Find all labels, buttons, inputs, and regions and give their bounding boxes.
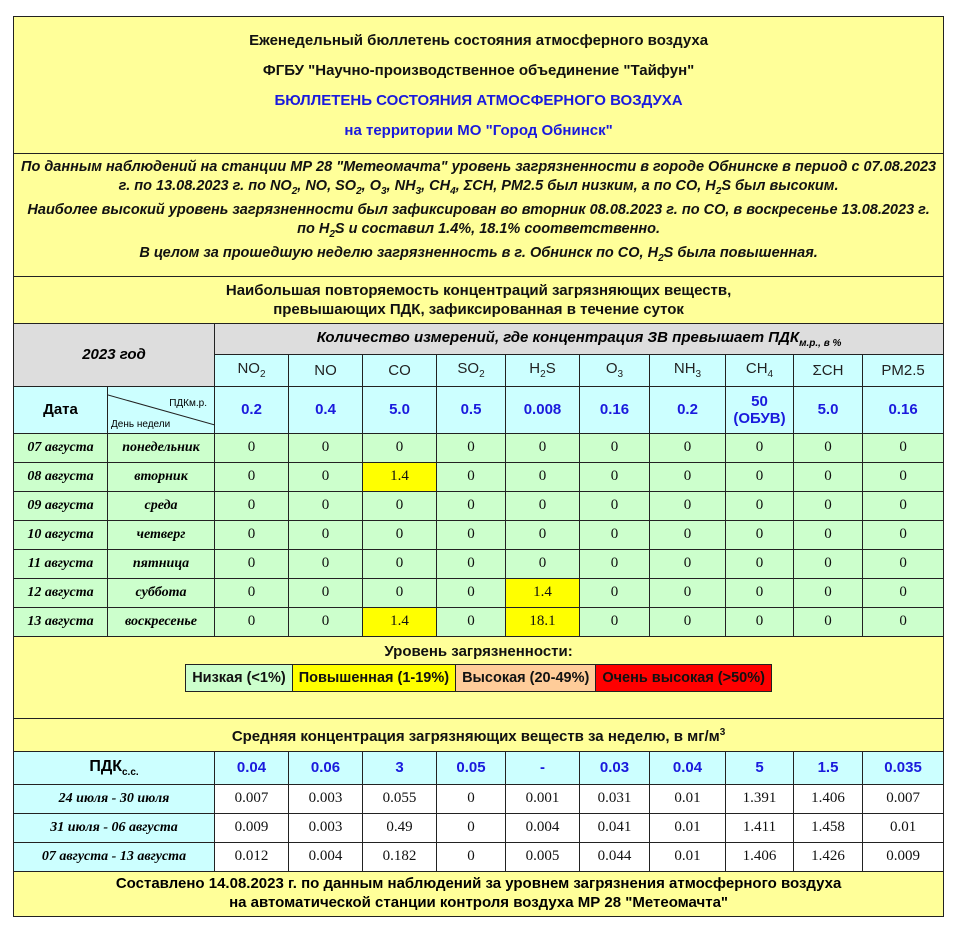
- average-value: 1.406: [726, 842, 794, 871]
- legend: [185, 664, 772, 692]
- frequency-value: 1.4: [506, 578, 580, 607]
- frequency-value: 0: [215, 520, 289, 549]
- frequency-value: 0: [794, 462, 863, 491]
- weekday-label: День недели: [111, 418, 171, 430]
- bulletin-table: [13, 16, 944, 917]
- frequency-value: 0: [794, 491, 863, 520]
- pdk-ss-value: 0.06: [289, 751, 363, 784]
- frequency-value: 0: [863, 549, 944, 578]
- frequency-value: 0: [363, 578, 437, 607]
- frequency-value: 0: [506, 520, 580, 549]
- frequency-value: 0: [650, 549, 726, 578]
- legend-item: Низкая (<1%): [186, 664, 293, 691]
- average-value: 0.182: [363, 842, 437, 871]
- frequency-value: 0: [580, 433, 650, 462]
- row-weekday: четверг: [108, 520, 215, 549]
- row-date: 10 августа: [14, 520, 108, 549]
- summary-paragraph-3: В целом за прошедшую неделю загрязненность в г. Обнинск по CO, $H_2S$ была повышенная.: [139, 244, 818, 264]
- date-header: Дата: [14, 386, 108, 433]
- frequency-value: 0: [794, 520, 863, 549]
- substance-header: CO: [363, 354, 437, 386]
- average-value: 0.004: [289, 842, 363, 871]
- average-value: 1.406: [794, 784, 863, 813]
- frequency-value: 0: [650, 433, 726, 462]
- pdk-mr-row: [14, 386, 944, 433]
- frequency-value: 0: [863, 607, 944, 636]
- frequency-value: 0: [363, 491, 437, 520]
- frequency-value: 0: [437, 549, 506, 578]
- substance-header: $O_3$: [580, 354, 650, 386]
- frequency-row: [14, 462, 944, 491]
- frequency-value: 0: [726, 549, 794, 578]
- legend-section: [14, 636, 944, 718]
- legend-title: Уровень загрязненности:: [384, 642, 573, 660]
- pdk-ss-value: 0.05: [437, 751, 506, 784]
- frequency-row: [14, 520, 944, 549]
- pdk-ss-value: 1.5: [794, 751, 863, 784]
- average-value: 0.041: [580, 813, 650, 842]
- average-value: 0.005: [506, 842, 580, 871]
- row-weekday: понедельник: [108, 433, 215, 462]
- footer: [14, 871, 944, 916]
- average-value: 0: [437, 842, 506, 871]
- legend-item: Высокая (20-49%): [456, 664, 596, 691]
- row-weekday: суббота: [108, 578, 215, 607]
- frequency-value: 0: [863, 491, 944, 520]
- frequency-value: 0: [289, 491, 363, 520]
- frequency-value: 0: [580, 462, 650, 491]
- average-value: 0.01: [650, 784, 726, 813]
- frequency-value: 0: [580, 607, 650, 636]
- pdk-mr-value: 0.16: [863, 386, 944, 433]
- frequency-row: [14, 549, 944, 578]
- frequency-value: 0: [726, 491, 794, 520]
- frequency-value: 0: [726, 520, 794, 549]
- frequency-value: 0: [289, 607, 363, 636]
- row-weekday: пятница: [108, 549, 215, 578]
- frequency-value: 0: [650, 491, 726, 520]
- average-row: [14, 784, 944, 813]
- average-value: 0.001: [506, 784, 580, 813]
- average-value: 0.007: [215, 784, 289, 813]
- row-weekday: вторник: [108, 462, 215, 491]
- frequency-value: 0: [289, 433, 363, 462]
- pdk-mr-value: 5.0: [794, 386, 863, 433]
- average-value: 0.007: [863, 784, 944, 813]
- substance-header: $H_2S$: [506, 354, 580, 386]
- pdk-ss-value: 3: [363, 751, 437, 784]
- substance-header: $CH_4$: [726, 354, 794, 386]
- pdk-ss-value: 0.04: [215, 751, 289, 784]
- frequency-value: 0: [437, 520, 506, 549]
- average-value: 0.49: [363, 813, 437, 842]
- frequency-value: 0: [215, 549, 289, 578]
- frequency-row: [14, 607, 944, 636]
- row-weekday: воскресенье: [108, 607, 215, 636]
- substance-header: NO: [289, 354, 363, 386]
- header-title: Еженедельный бюллетень состояния атмосферного воздуха: [249, 31, 709, 49]
- average-value: 0.031: [580, 784, 650, 813]
- pdk-mr-value: 0.2: [215, 386, 289, 433]
- row-date: 07 августа: [14, 433, 108, 462]
- substance-header: $SO_2$: [437, 354, 506, 386]
- frequency-value: 0: [794, 578, 863, 607]
- summary-text: [14, 154, 944, 277]
- substance-header: ΣCH: [794, 354, 863, 386]
- footer-line1: Составлено 14.08.2023 г. по данным наблюдений за уровнем загрязнения атмосферного воздуха: [115, 874, 842, 892]
- frequency-value: 0: [794, 607, 863, 636]
- frequency-value: 0: [215, 462, 289, 491]
- header-bulletin-title: БЮЛЛЕТЕНЬ СОСТОЯНИЯ АТМОСФЕРНОГО ВОЗДУХА: [274, 91, 683, 109]
- frequency-value: 0: [650, 462, 726, 491]
- pdk-weekday-header: [108, 386, 215, 433]
- average-period: 07 августа - 13 августа: [14, 842, 215, 871]
- row-date: 09 августа: [14, 491, 108, 520]
- frequency-value: 0: [215, 491, 289, 520]
- quantity-header: Количество измерений, где концентрация ЗВ превышает $ПДК_{м.р., в \%}$: [215, 323, 944, 354]
- average-value: 1.458: [794, 813, 863, 842]
- frequency-value: 0: [863, 520, 944, 549]
- average-value: 0.004: [506, 813, 580, 842]
- average-value: 0.003: [289, 784, 363, 813]
- frequency-value: 0: [726, 607, 794, 636]
- frequency-title-line1: Наибольшая повторяемость концентраций загрязняющих веществ,: [225, 281, 732, 299]
- pdk-ss-value: 5: [726, 751, 794, 784]
- row-date: 12 августа: [14, 578, 108, 607]
- pdk-mr-value: 0.008: [506, 386, 580, 433]
- frequency-value: 0: [794, 433, 863, 462]
- pdk-mr-value: 0.2: [650, 386, 726, 433]
- pdk-mr-value: 0.4: [289, 386, 363, 433]
- legend-item: Повышенная (1-19%): [292, 664, 455, 691]
- frequency-row: [14, 578, 944, 607]
- average-value: 0: [437, 813, 506, 842]
- average-value: 0.055: [363, 784, 437, 813]
- row-date: 11 августа: [14, 549, 108, 578]
- year-label: 2023 год: [14, 323, 215, 386]
- substance-header: $NO_2$: [215, 354, 289, 386]
- frequency-value: 0: [437, 433, 506, 462]
- average-value: 0.009: [215, 813, 289, 842]
- summary-paragraph-1: По данным наблюдений на станции МР 28 "Метеомачта" уровень загрязненности в городе Обнинске в период с 07.08.2023 г. по 13.08.2023 г. по $NO_2$, NO, $SO_2$, $O_3$, $NH_3$, $CH_4$, ΣCH, PM2.5 был низким, а по CO, $H_2S$ был высоким.: [21, 159, 937, 197]
- frequency-value: 0: [363, 549, 437, 578]
- average-period: 31 июля - 06 августа: [14, 813, 215, 842]
- average-value: 1.391: [726, 784, 794, 813]
- frequency-value: 0: [215, 578, 289, 607]
- frequency-value: 1.4: [363, 607, 437, 636]
- header-organization: ФГБУ "Научно-производственное объединение "Тайфун": [262, 61, 695, 79]
- pdk-ss-value: -: [506, 751, 580, 784]
- average-period: 24 июля - 30 июля: [14, 784, 215, 813]
- frequency-value: 0: [863, 578, 944, 607]
- frequency-value: 0: [506, 549, 580, 578]
- row-date: 13 августа: [14, 607, 108, 636]
- average-value: 0.012: [215, 842, 289, 871]
- frequency-value: 0: [726, 433, 794, 462]
- frequency-value: 0: [289, 462, 363, 491]
- header-territory: на территории МО "Город Обнинск": [344, 121, 613, 139]
- bulletin-header: [14, 17, 944, 154]
- frequency-row: [14, 491, 944, 520]
- frequency-value: 0: [215, 433, 289, 462]
- frequency-value: 0: [289, 549, 363, 578]
- average-value: 1.411: [726, 813, 794, 842]
- row-date: 08 августа: [14, 462, 108, 491]
- frequency-value: 0: [726, 462, 794, 491]
- frequency-value: 0: [437, 491, 506, 520]
- frequency-value: 0: [506, 491, 580, 520]
- pdk-ss-label: $ПДК_{с.с.}$: [14, 751, 215, 784]
- pdk-ss-value: 0.035: [863, 751, 944, 784]
- legend-item: Очень высокая (>50%): [596, 664, 772, 691]
- bulletin: [13, 16, 943, 917]
- frequency-rows: [14, 433, 944, 636]
- pdk-ss-row: [14, 751, 944, 784]
- pdk-mr-value: 0.5: [437, 386, 506, 433]
- average-value: 0.01: [650, 842, 726, 871]
- average-value: 0.01: [863, 813, 944, 842]
- average-value: 0.01: [650, 813, 726, 842]
- frequency-value: 0: [289, 578, 363, 607]
- frequency-value: 0: [437, 607, 506, 636]
- frequency-value: 18.1: [506, 607, 580, 636]
- frequency-value: 0: [363, 520, 437, 549]
- average-rows: [14, 784, 944, 871]
- pdk-mr-value: 50 (ОБУВ): [726, 386, 794, 433]
- average-value: 1.426: [794, 842, 863, 871]
- frequency-value: 0: [437, 462, 506, 491]
- frequency-value: 0: [289, 520, 363, 549]
- frequency-title: [14, 276, 944, 323]
- frequency-value: 1.4: [363, 462, 437, 491]
- average-title: Средняя концентрация загрязняющих веществ за неделю, в $мг/м^3$: [14, 718, 944, 751]
- frequency-value: 0: [650, 520, 726, 549]
- average-row: [14, 842, 944, 871]
- average-value: 0.009: [863, 842, 944, 871]
- frequency-value: 0: [726, 578, 794, 607]
- frequency-value: 0: [794, 549, 863, 578]
- frequency-value: 0: [580, 520, 650, 549]
- frequency-value: 0: [650, 578, 726, 607]
- pdk-ss-value: 0.03: [580, 751, 650, 784]
- summary-paragraph-2: Наиболее высокий уровень загрязненности был зафиксирован во вторник 08.08.2023 г. по CO, в воскресенье 13.08.2023 г. по $H_2S$ и составил 1.4%, 18.1% соответственно.: [27, 201, 930, 240]
- frequency-value: 0: [580, 491, 650, 520]
- substance-header: $NH_3$: [650, 354, 726, 386]
- average-value: 0.003: [289, 813, 363, 842]
- pdk-mr-value: 5.0: [363, 386, 437, 433]
- frequency-row: [14, 433, 944, 462]
- frequency-value: 0: [437, 578, 506, 607]
- average-row: [14, 813, 944, 842]
- footer-line2: на автоматической станции контроля воздуха МР 28 "Метеомачта": [229, 893, 729, 911]
- average-value: 0: [437, 784, 506, 813]
- frequency-value: 0: [863, 462, 944, 491]
- pdk-mr-value: 0.16: [580, 386, 650, 433]
- frequency-value: 0: [506, 433, 580, 462]
- pdk-ss-value: 0.04: [650, 751, 726, 784]
- frequency-title-line2: превышающих ПДК, зафиксированная в течение суток: [273, 300, 684, 318]
- frequency-value: 0: [863, 433, 944, 462]
- frequency-value: 0: [363, 433, 437, 462]
- frequency-value: 0: [580, 549, 650, 578]
- frequency-value: 0: [215, 607, 289, 636]
- average-value: 0.044: [580, 842, 650, 871]
- frequency-value: 0: [506, 462, 580, 491]
- pdk-mr-label: ПДКм.р.: [169, 397, 207, 409]
- frequency-value: 0: [580, 578, 650, 607]
- substance-header: PM2.5: [863, 354, 944, 386]
- frequency-value: 0: [650, 607, 726, 636]
- row-weekday: среда: [108, 491, 215, 520]
